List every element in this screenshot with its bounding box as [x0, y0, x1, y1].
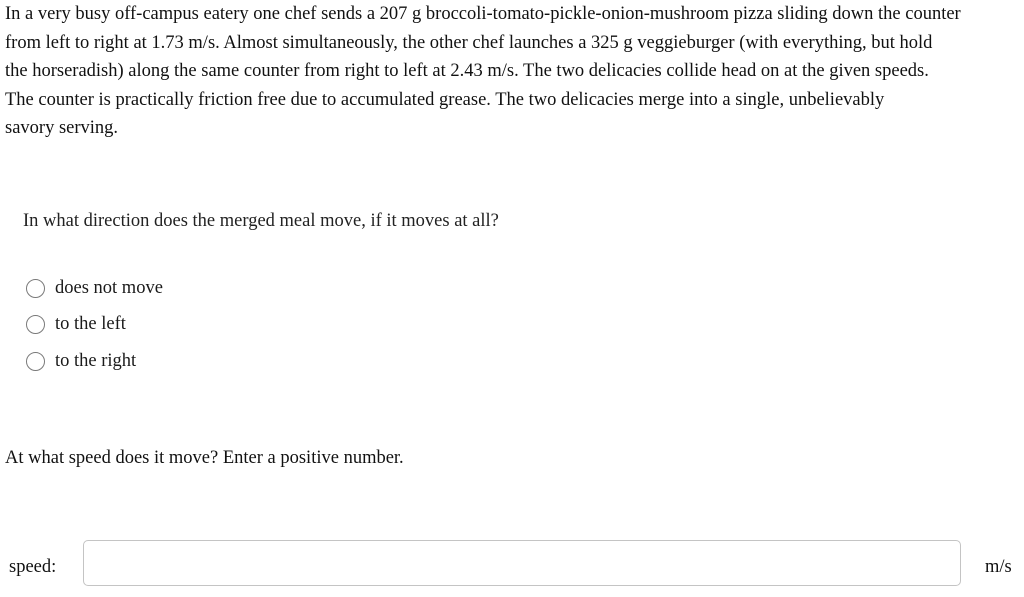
option-does-not-move[interactable] [26, 270, 163, 307]
problem-statement [5, 0, 1021, 143]
radio-button[interactable] [26, 279, 45, 298]
direction-question: In what direction does the merged meal move, if it moves at all? [23, 211, 499, 231]
speed-input[interactable] [83, 540, 961, 586]
option-to-the-left[interactable] [26, 307, 163, 344]
option-to-the-right[interactable] [26, 343, 163, 380]
problem-line: savory serving. [5, 118, 119, 138]
option-label: does not move [55, 277, 163, 298]
option-label: to the left [55, 314, 126, 335]
speed-unit: m/s [985, 557, 1012, 577]
speed-field-label: speed: [9, 557, 57, 577]
radio-button[interactable] [26, 352, 45, 371]
problem-line: from left to right at 1.73 m/s. Almost simultaneously, the other chef launches a 325 g veggieburger (with everything, but hold [5, 32, 933, 53]
option-label: to the right [55, 350, 137, 371]
problem-line: The counter is practically friction free due to accumulated grease. The two delicacies merge into a single, unbelievably [5, 89, 885, 110]
problem-line: In a very busy off-campus eatery one chef sends a 207 g broccoli-tomato-pickle-onion-mushroom pizza sliding down the counter [5, 4, 961, 24]
direction-options [26, 270, 163, 380]
radio-button[interactable] [26, 315, 45, 334]
problem-line: the horseradish) along the same counter from right to left at 2.43 m/s. The two delicacies collide head on at the given speeds. [5, 61, 929, 81]
speed-question: At what speed does it move? Enter a positive number. [5, 448, 404, 468]
